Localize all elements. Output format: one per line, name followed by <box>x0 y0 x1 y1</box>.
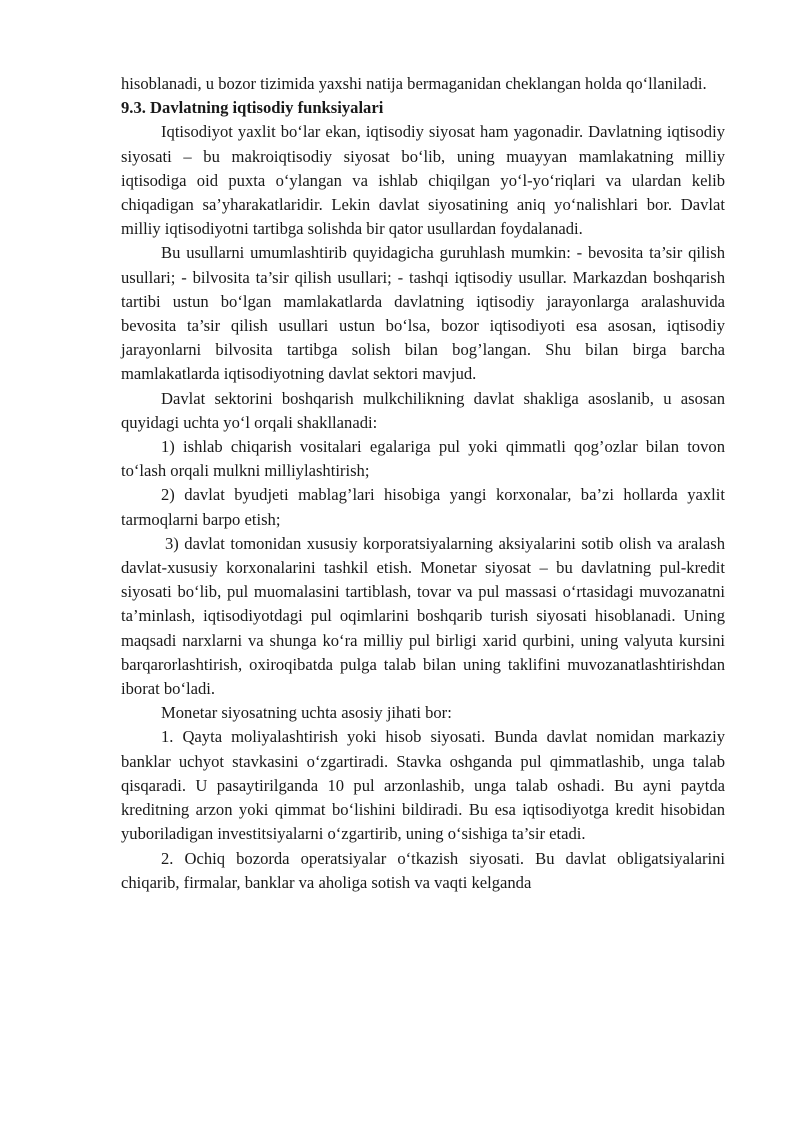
paragraph-continuation: hisoblanadi, u bozor tizimida yaxshi natija bermaganidan cheklangan holda qo‘llaniladi. <box>121 74 707 93</box>
list-item-3: 3) davlat tomonidan xususiy korporatsiyalarning aksiyalarini sotib olish va aralash davlat-xususiy korxonalarini tashkil etish. Monetar siyosat – bu davlatning pul-kredit siyosati bo‘lib, pul muomalasini tartiblash, tovar va pul massasi o‘rtasidagi muvozanatni ta’minlash, iqtisodiyotdagi pul oqimlarini boshqarib turish siyosati hisoblanadi. Uning maqsadi narxlarni va shunga ko‘ra milliy pul birligi xarid qurbini, uning valyuta kursini barqarorlashtirish, oxiroqibatda pulga talab bilan uning taklifini muvozanatlashtirishdan iborat bo‘ladi. <box>121 533 725 699</box>
paragraph-open-market: 2. Ochiq bozorda operatsiyalar o‘tkazish siyosati. Bu davlat obligatsiyalarini chiqarib, firmalar, banklar va aholiga sotish va vaqti kelganda <box>121 848 725 892</box>
document-page <box>121 72 725 895</box>
list-item-1: 1) ishlab chiqarish vositalari egalariga pul yoki qimmatli qog’ozlar bilan tovon to‘lash orqali mulkni milliylashtirish; <box>121 437 725 481</box>
list-item-2: 2) davlat byudjeti mablag’lari hisobiga yangi korxonalar, ba’zi hollarda yaxlit tarmoqlarni barpo etish; <box>121 485 725 529</box>
paragraph-methods: Bu usullarni umumlashtirib quyidagicha guruhlash mumkin: - bevosita ta’sir qilish usullari; - bilvosita ta’sir qilish usullari; - tashqi iqtisodiy usullar. Markazdan boshqarish tartibi ustun bo‘lgan mamlakatlarda davlatning iqtisodiy jarayonlarga aralashuvida bevosita ta’sir qilish usullari ustun bo‘lsa, bozor iqtisodiyoti esa asosan, iqtisodiy jarayonlarni bilvosita tartibga solish bilan bog’langan. Shu bilan birga barcha mamlakatlarda iqtisodiyotning davlat sektori mavjud. <box>121 243 725 384</box>
paragraph-economic-policy: Iqtisodiyot yaxlit bo‘lar ekan, iqtisodiy siyosat ham yagonadir. Davlatning iqtisodiy siyosati – bu makroiqtisodiy siyosat bo‘lib, uning muayyan mamlakatning milliy iqtisodiga oid puxta o‘ylangan va ishlab chiqilgan yo‘l-yo‘riqlari va ulardan kelib chiqadigan sa’yharakatlaridir. Lekin davlat siyosatining aniq yo‘nalishlari bor. Davlat milliy iqtisodiyotni tartibga solishda bir qator usullardan foydalanadi. <box>121 122 725 239</box>
paragraph-monetary-aspects: Monetar siyosatning uchta asosiy jihati bor: <box>161 703 452 723</box>
paragraph-refinancing: 1. Qayta moliyalashtirish yoki hisob siyosati. Bunda davlat nomidan markaziy banklar uchyot stavkasini o‘zgartiradi. Stavka oshganda pul qimmatlashib, unga talab qisqaradi. U pasaytirilganda 10 pul arzonlashib, unga talab oshadi. Bu ayni paytda kreditning arzon yoki qimmat bo‘lishini bildiradi. Bu esa iqtisodiyotga kredit hisobidan yuboriladigan investitsiyalarni o‘zgartirib, uning o‘sishiga ta’sir etadi. <box>121 727 725 844</box>
section-heading: 9.3. Davlatning iqtisodiy funksiyalari <box>121 98 384 118</box>
paragraph-state-sector: Davlat sektorini boshqarish mulkchilikning davlat shakliga asoslanib, u asosan quyidagi uchta yo‘l orqali shakllanadi: <box>121 388 725 432</box>
